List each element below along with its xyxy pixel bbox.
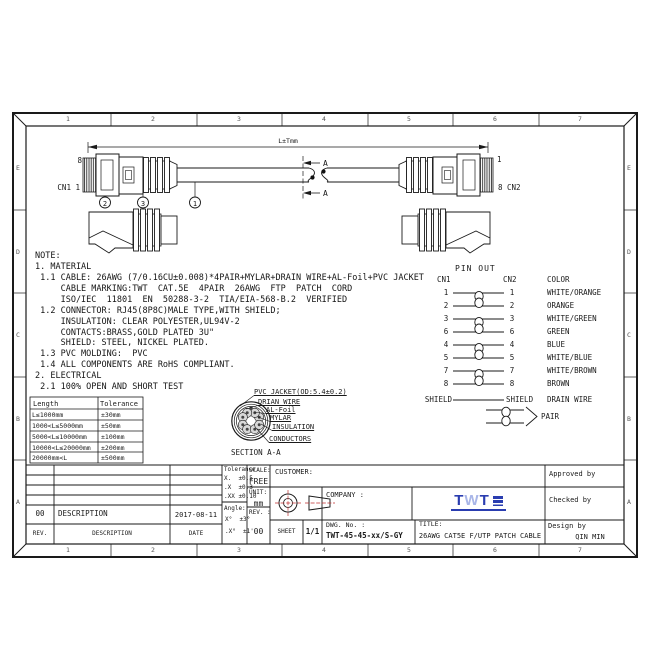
zone-row-db: D [627,248,631,256]
pinout-cn2: 3 [509,314,515,323]
length-tol: ±500mm [101,454,125,462]
zone-row-eb: E [627,164,631,172]
pinout-cn1: 1 [443,288,449,297]
pinout-color: BROWN [547,379,570,388]
length-tol: ±200mm [101,443,125,452]
note-line: 2. ELECTRICAL [35,371,102,381]
designer-name: QIN MIN [575,533,605,541]
dimension-label: L±Tmm [278,137,298,145]
angle-row: .X° ±1' [225,528,254,535]
logo-flag-icon [493,496,503,506]
pinout-color: WHITE/GREEN [547,314,597,323]
dwg-number-value: TWT-45-45-xx/S-GY [326,531,403,540]
tolerance-row: .XX ±0.10 [224,493,257,500]
pinout-header-cn2: CN2 [503,275,517,284]
pinout-color: ORANGE [547,301,575,310]
section-label-insulation: INSULATION [272,423,315,431]
pinout-cn1: 2 [443,301,449,310]
tolerance-title: Tolerance [224,467,256,473]
note-line: 1.3 PVC MOLDING: PVC [35,349,148,359]
pinout-header-color: COLOR [547,275,570,284]
section-caption: SECTION A-A [231,448,281,457]
zone-col-7b: 7 [578,546,582,554]
pinout-cn2: 5 [509,353,515,362]
pinout-shield-color: DRAIN WIRE [547,395,593,404]
zone-col-5: 5 [407,115,411,123]
rev-label: REV. : [249,509,271,516]
logo-letter: W [464,492,480,509]
rev-col-header: REV. [32,530,48,537]
design-by-label: Design by [548,522,586,530]
checked-by-label: Checked by [549,496,592,504]
sheet-value: 1/1 [305,527,320,536]
pinout-shield-cn2: SHIELD [506,395,534,404]
note-line: 1. MATERIAL [35,262,92,272]
pinout-color: WHITE/ORANGE [547,288,602,297]
pair-legend-label: PAIR [541,412,560,421]
pinout-color: WHITE/BROWN [547,366,597,375]
pinout-cn2: 2 [509,301,515,310]
scale-value: FREE [248,477,269,486]
zone-col-7: 7 [578,115,582,123]
zone-col-2: 2 [151,115,155,123]
unit-value: mm [253,499,264,508]
pinout-cn2: 8 [509,379,515,388]
zone-col-1: 1 [66,115,70,123]
pinout-cn1: 6 [443,327,449,336]
cn1-label: CN1 1 [57,183,80,192]
section-label-alfoil: AL-Foil [266,406,296,414]
section-label-mylar: MYLAR [270,414,292,422]
company-logo [413,488,544,516]
pinout-cn2: 4 [509,340,515,349]
zone-row-a: A [16,498,20,506]
title-label: TITLE: [419,520,443,528]
section-label-jacket: PVC JACKET(OD:5.4±0.2) [254,388,347,396]
section-mark-bottom: A [323,189,328,198]
pinout-shield-cn1: SHIELD [424,395,452,404]
rev-entry-description: DESCRIPTION [58,509,108,518]
pinout-cn1: 3 [443,314,449,323]
zone-col-1b: 1 [66,546,70,554]
cn1-pin8-label: 8 [77,156,82,165]
angle-row: X° ±3° [225,516,251,523]
cn2-label: 8 CN2 [498,183,521,192]
zone-row-ab: A [627,498,631,506]
zone-col-6b: 6 [493,546,497,554]
zone-col-6: 6 [493,115,497,123]
pinout-color: WHITE/BLUE [547,353,593,362]
date-col-header: DATE [188,530,204,537]
pinout-cn2: 6 [509,327,515,336]
zone-row-b: B [16,415,20,423]
zone-col-3: 3 [237,115,241,123]
length-range: 1000<L≤5000mm [32,422,83,430]
pinout-title: PIN OUT [455,264,496,273]
zone-col-3b: 3 [237,546,241,554]
note-line: 1.4 ALL COMPONENTS ARE RoHS COMPLIANT. [35,360,235,370]
callout-1: 1 [192,199,198,208]
cn2-pin1-label: 1 [497,155,502,164]
rev-entry-number: 00 [35,509,45,518]
rev-value: 00 [253,527,264,536]
unit-label: UNIT: [249,489,268,496]
zone-row-d: D [16,248,20,256]
logo-letter: T [454,492,465,509]
zone-row-bb: B [627,415,631,423]
tolerance-header: Tolerance [100,400,138,408]
description-col-header: DESCRIPTION [92,530,132,537]
approved-by-label: Approved by [549,470,596,478]
note-line: SHIELD: STEEL, NICKEL PLATED. [35,338,209,348]
callout-2: 2 [102,199,108,208]
pinout-cn2: 1 [509,288,515,297]
note-line: 2.1 100% OPEN AND SHORT TEST [35,382,184,392]
scale-label: SCALE: [249,467,271,474]
pinout-header-cn1: CN1 [437,275,451,284]
pinout-cn2: 7 [509,366,515,375]
pinout-cn1: 5 [443,353,449,362]
zone-col-2b: 2 [151,546,155,554]
zone-row-c: C [16,331,20,339]
section-mark-top: A [323,159,328,168]
length-tol: ±50mm [101,422,121,430]
sheet-label: SHEET [277,528,296,535]
note-line: CABLE MARKING:TWT CAT.5E 4PAIR 26AWG FTP PATCH CORD [35,284,353,294]
tolerance-row: .X ±0.3 [224,484,253,491]
length-range: 10000<L≤20000mm [32,443,91,452]
zone-row-cb: C [627,331,631,339]
length-tol: ±30mm [101,411,121,419]
note-line: NOTE: [35,251,61,261]
zone-col-4: 4 [322,115,326,123]
pinout-cn1: 7 [443,366,449,375]
length-range: L≤1000mm [32,411,64,419]
logo-letter: T [479,492,490,509]
section-label-conductors: CONDUCTORS [269,435,312,443]
customer-label: CUSTOMER: [275,468,313,476]
zone-col-4b: 4 [322,546,326,554]
section-label-drain: DRIAN WIRE [258,398,301,406]
company-label: COMPANY : [326,491,364,499]
company-logo-letters [451,493,506,511]
callout-3: 3 [140,199,146,208]
pinout-cn1: 8 [443,379,449,388]
note-line: 1.2 CONNECTOR: RJ45(8P8C)MALE TYPE,WITH SHIELD; [35,305,281,316]
note-line: CONTACTS:BRASS,GOLD PLATED 3U" [35,327,215,338]
pinout-cn1: 4 [443,340,449,349]
pinout-color: GREEN [547,327,570,336]
tolerance-row: X. ±0.5 [224,475,253,482]
note-line: 1.1 CABLE: 26AWG (7/0.16CU±0.008)*4PAIR+MYLAR+DRAIN WIRE+AL-Foil+PVC JACKET [35,273,424,283]
zone-row-e: E [16,164,20,172]
angle-title: Angle: [224,505,246,512]
title-value: 26AWG CAT5E F/UTP PATCH CABLE [418,532,542,540]
length-range: 5000<L≤10000mm [32,433,87,441]
note-line: ISO/IEC 11801 EN 50288-3-2 TIA/EIA-568-B.2 VERIFIED [35,295,348,305]
length-range: 20000mm<L [32,454,68,462]
dwg-number-label: DWG. No. : [326,521,366,529]
rev-entry-date: 2017-08-11 [174,510,218,519]
length-header: Length [33,400,59,408]
length-tol: ±100mm [101,433,125,441]
note-line: INSULATION: CLEAR POLYESTER,UL94V-2 [35,316,240,327]
zone-col-5b: 5 [407,546,411,554]
pinout-color: BLUE [547,340,566,349]
